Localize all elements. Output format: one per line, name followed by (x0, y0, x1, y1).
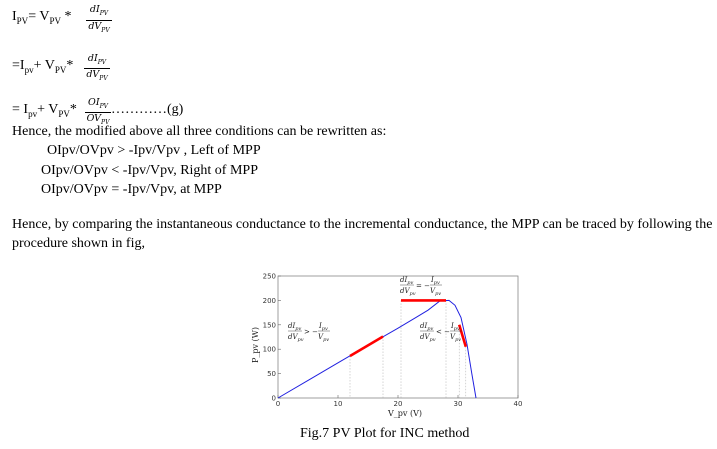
eq1-den: dV (88, 21, 102, 32)
eq1-num-sub: PV (99, 9, 109, 17)
annotation-top-op: = − (416, 282, 430, 290)
y-tick-label: 50 (267, 370, 276, 379)
eq2-num: dI (87, 53, 98, 64)
eq3-num: OI (88, 97, 100, 108)
eq1-fraction-den (87, 21, 111, 34)
condition-at-mpp: OIpv/OVpv = -Ipv/Vpv, at MPP (41, 182, 222, 197)
annotation-top-num: $dI_{pv}$ (400, 276, 414, 286)
eq3-lhs: = I (12, 102, 29, 117)
eq1-lhs: I (12, 9, 17, 24)
annotation-left-den: $dV_{pv}$ (288, 333, 304, 343)
paragraph-line-2: procedure shown in fig, (12, 236, 145, 251)
y-tick-label: 100 (262, 345, 276, 354)
eq1-star: * (60, 9, 72, 24)
eq3-den-sub: PV (101, 118, 110, 126)
eq2-den: dV (86, 69, 100, 80)
eq3-i-sub: pv (28, 108, 38, 119)
eq2-lhs: =I (12, 58, 25, 73)
equation-3-tag: …………(g) (111, 102, 184, 117)
annotation-left-op: > − (304, 328, 318, 336)
figure-caption: Fig.7 PV Plot for INC method (300, 426, 470, 441)
eq1-lhs-sub: PV (16, 15, 29, 26)
x-tick-label: 20 (393, 400, 403, 408)
eq2-plus: + V (33, 58, 55, 73)
annotation-right-rden: $V_{pv}$ (450, 333, 462, 343)
eq2-star: * (66, 58, 74, 73)
annotation-left-num: $dI_{pv}$ (288, 322, 302, 332)
eq1-v-sub: PV (49, 15, 61, 26)
eq2-fraction-den (85, 69, 109, 82)
pv-power-chart (250, 270, 530, 440)
equation-1 (12, 9, 71, 26)
eq1-fraction-num (87, 4, 111, 17)
annotation-right-rnum: $I_{pv}$ (451, 322, 460, 332)
y-tick-label: 250 (262, 272, 276, 281)
eq2-num-sub: PV (97, 58, 107, 66)
eq3-star: * (69, 102, 77, 117)
eq1-den-sub: PV (101, 26, 110, 34)
plot-frame (278, 276, 518, 398)
eq1-num: dI (89, 4, 100, 15)
y-tick-label: 150 (262, 321, 276, 330)
annotation-top-rden: $V_{pv}$ (430, 287, 442, 297)
hence-line: Hence, the modified above all three conditions can be rewritten as: (12, 124, 387, 139)
annotation-top-rnum: $I_{pv}$ (431, 276, 440, 286)
annotation-right-den: $dV_{pv}$ (420, 333, 436, 343)
eq3-plus: + V (37, 102, 59, 117)
condition-left-of-mpp: OIpv/OVpv > -Ipv/Vpv , Left of MPP (47, 143, 261, 158)
equation-3 (12, 102, 77, 119)
annotation-right-num: $dI_{pv}$ (420, 322, 434, 332)
annotation-top-den: $dV_{pv}$ (400, 287, 416, 297)
y-tick-label: 0 (271, 394, 276, 403)
x-tick-label: 10 (333, 400, 343, 408)
eq2-den-sub: PV (99, 74, 108, 82)
eq2-fraction-num (85, 53, 109, 66)
eq3-num-sub: PV (99, 102, 108, 110)
condition-right-of-mpp: OIpv/OVpv < -Ipv/Vpv, Right of MPP (41, 163, 258, 178)
eq3-v-sub: PV (58, 108, 70, 119)
x-tick-label: 40 (513, 400, 523, 408)
x-tick-label: 30 (453, 400, 463, 408)
paragraph-line-1: Hence, by comparing the instantaneous conductance to the incremental conductance, the MPP can be traced by following the (12, 217, 713, 232)
eq3-fraction-num (86, 97, 110, 110)
eq2-v-sub: PV (54, 64, 67, 75)
y-axis-label: P_pv (W) (251, 326, 260, 364)
equation-2 (12, 58, 73, 75)
eq1-v: = V (28, 9, 50, 24)
annotation-left-rden: $V_{pv}$ (318, 333, 330, 343)
annotation-left-rnum: $I_{pv}$ (319, 322, 328, 332)
x-axis-label: V_pv (V) (388, 409, 422, 418)
y-tick-label: 200 (262, 296, 276, 305)
eq2-i-sub: pv (24, 64, 34, 75)
annotation-right-op: < − (436, 328, 450, 336)
eq3-den: OV (86, 113, 102, 124)
x-tick-label: 0 (275, 400, 281, 408)
pv-plot-figure (250, 270, 530, 440)
